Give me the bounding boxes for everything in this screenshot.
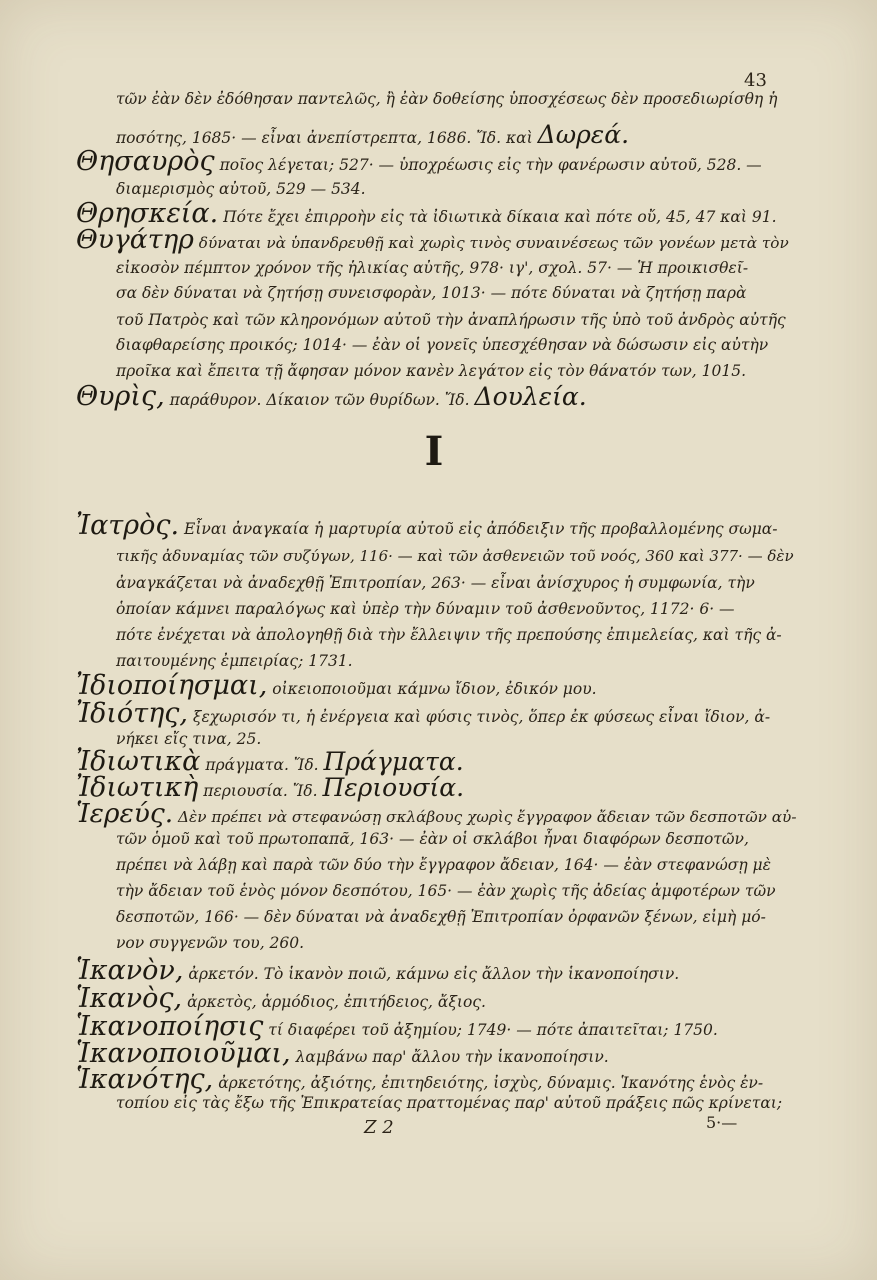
entry-line: Ἰδιότης, ξεχωρισόν τι, ἡ ἐνέργεια καὶ φύσις τινὸς, ὅπερ ἐκ φύσεως εἶναι ἴδιον, ἀ- <box>76 698 771 729</box>
entry-line: Θησαυρὸς ποῖος λέγεται; 527· — ὑποχρέωσις εἰς τὴν φανέρωσιν αὐτοῦ, 528. — <box>76 146 762 177</box>
entry-headword: Ἰδιωτικὰ <box>76 746 201 777</box>
entry-headword: Ἰατρὸς. <box>76 510 180 541</box>
entry-line: Ἱκανοποιοῦμαι, λαμβάνω παρ' ἄλλου τὴν ἱκανοποίησιν. <box>76 1038 609 1069</box>
entry-line: Ἰατρὸς. Εἶναι ἀναγκαία ἡ μαρτυρία αὐτοῦ εἰς ἀπόδειξιν τῆς προβαλλομένης σωμα- <box>76 510 778 541</box>
text-line: ἀναγκάζεται νὰ ἀναδεχθῇ Ἐπιτροπίαν, 263· — εἶναι ἀνίσχυρος ἡ συμφωνία, τὴν <box>116 574 755 592</box>
entry-headword: Θρησκεία. <box>76 198 219 229</box>
text-line: παιτουμένης ἐμπειρίας; 1731. <box>116 652 353 670</box>
entry-line: Ἰδιωτικὴ περιουσία. Ἴδ. Περιουσία. <box>76 772 465 803</box>
catchword: 5·— <box>706 1113 738 1132</box>
text-line: διαμερισμὸς αὐτοῦ, 529 — 534. <box>116 180 366 198</box>
text-line: τῶν ἐὰν δὲν ἐδόθησαν παντελῶς, ἢ ἐὰν δοθείσης ὑποσχέσεως δὲν προσεδιωρίσθη ἡ <box>116 90 778 108</box>
entry-headword: Ἰδιότης, <box>76 698 188 729</box>
entry-line: Ἱκανότης, ἀρκετότης, ἀξιότης, ἐπιτηδειότης, ἰσχὺς, δύναμις. Ἱκανότης ἑνὸς ἐν- <box>76 1064 764 1095</box>
text-line: τοῦ Πατρὸς καὶ τῶν κληρονόμων αὐτοῦ τὴν ἀναπλήρωσιν τῆς ὑπὸ τοῦ ἀνδρὸς αὐτῆς <box>116 311 786 329</box>
text-line: τικῆς ἀδυναμίας τῶν συζύγων, 116· — καὶ τῶν ἀσθενειῶν τοῦ νοός, 360 καὶ 377· — δὲν <box>116 547 794 565</box>
text-line: σα δὲν δύναται νὰ ζητήσῃ συνεισφορὰν, 1013· — πότε δύναται νὰ ζητήσῃ παρὰ <box>116 284 747 302</box>
text-line: ὁποίαν κάμνει παραλόγως καὶ ὑπὲρ τὴν δύναμιν τοῦ ἀσθενοῦντος, 1172· 6· — <box>116 600 735 618</box>
text-line: τὴν ἄδειαν τοῦ ἑνὸς μόνον δεσπότου, 165· — ἐὰν χωρὶς τῆς ἀδείας ἀμφοτέρων τῶν <box>116 882 776 900</box>
entry-headword: Ἱκανοποιοῦμαι, <box>76 1038 291 1069</box>
entry-headword: Θυγάτηρ <box>76 224 194 255</box>
entry-line: Ἱερεύς. Δὲν πρέπει νὰ στεφανώσῃ σκλάβους χωρὶς ἔγγραφον ἄδειαν τῶν δεσποτῶν αὐ- <box>76 798 797 829</box>
entry-line: Θυρὶς, παράθυρον. Δίκαιον τῶν θυρίδων. Ἴδ. Δουλεία. <box>76 381 587 412</box>
text-line: εἰκοσὸν πέμπτον χρόνον τῆς ἡλικίας αὐτῆς, 978· ιγ', σχολ. 57· — Ἡ προικισθεῖ- <box>116 259 749 277</box>
entry-headword: Θησαυρὸς <box>76 146 215 177</box>
signature-mark: Z 2 <box>364 1117 394 1138</box>
entry-headword: Θυρὶς, <box>76 381 165 412</box>
entry-headword: Ἱκανὸν, <box>76 955 184 986</box>
entry-line: Ἰδιωτικὰ πράγματα. Ἴδ. Πράγματα. <box>76 746 464 777</box>
text-line: νήκει εἴς τινα, 25. <box>116 730 262 748</box>
entry-headword: Ἰδιωτικὴ <box>76 772 199 803</box>
entry-headword: Ἱκανότης, <box>76 1064 214 1095</box>
text-line: πρέπει νὰ λάβῃ καὶ παρὰ τῶν δύο τὴν ἔγγραφον ἄδειαν, 164· — ἐὰν στεφανώσῃ μὲ <box>116 856 771 874</box>
entry-headword: Ἱκανοποίησις <box>76 1011 264 1042</box>
page-number: 43 <box>744 70 767 91</box>
entry-headword: Ἱερεύς. <box>76 798 174 829</box>
entry-headword: Ἱκανὸς, <box>76 983 183 1014</box>
text-line: ποσότης, 1685· — εἶναι ἀνεπίστρεπτα, 1686. Ἴδ. καὶ Δωρεά. <box>116 120 630 149</box>
entry-headword: Ἰδιοποίησμαι, <box>76 670 268 701</box>
text-line: δεσποτῶν, 166· — δὲν δύναται νὰ ἀναδεχθῇ Ἐπιτροπίαν ὀρφανῶν ξένων, εἰμὴ μό- <box>116 908 766 926</box>
entry-line: Θυγάτηρ δύναται νὰ ὑπανδρευθῇ καὶ χωρὶς τινὸς συναινέσεως τῶν γονέων μετὰ τὸν <box>76 224 789 255</box>
section-letter: I <box>424 428 444 475</box>
entry-line: Ἱκανὸν, ἀρκετόν. Τὸ ἱκανὸν ποιῶ, κάμνω εἰς ἄλλον τὴν ἱκανοποίησιν. <box>76 955 680 986</box>
text-line: τῶν ὁμοῦ καὶ τοῦ πρωτοπαπᾶ, 163· — ἐὰν οἱ σκλάβοι ἦναι διαφόρων δεσποτῶν, <box>116 830 749 848</box>
text-line: πότε ἐνέχεται νὰ ἀπολογηθῇ διὰ τὴν ἔλλειψιν τῆς πρεπούσης ἐπιμελείας, καὶ τῆς ἀ- <box>116 626 782 644</box>
text-line: νον συγγενῶν του, 260. <box>116 934 305 952</box>
text-line: προῖκα καὶ ἔπειτα τῇ ἄφησαν μόνον κανὲν λεγάτον εἰς τὸν θάνατόν των, 1015. <box>116 362 746 380</box>
entry-line: Ἱκανὸς, ἀρκετὸς, ἁρμόδιος, ἐπιτήδειος, ἄξιος. <box>76 983 486 1014</box>
entry-line: Θρησκεία. Πότε ἔχει ἐπιρροὴν εἰς τὰ ἰδιωτικὰ δίκαια καὶ πότε οὔ, 45, 47 καὶ 91. <box>76 198 777 229</box>
entry-line: Ἰδιοποίησμαι, οἰκειοποιοῦμαι κάμνω ἴδιον, ἐδικόν μου. <box>76 670 597 701</box>
text-line: διαφθαρείσης προικός; 1014· — ἐὰν οἱ γονεῖς ὑπεσχέθησαν νὰ δώσωσιν εἰς αὐτὴν <box>116 336 769 354</box>
text-line: τοπίου εἰς τὰς ἔξω τῆς Ἐπικρατείας πραττομένας παρ' αὐτοῦ πράξεις πῶς κρίνεται; <box>116 1094 783 1112</box>
entry-line: Ἱκανοποίησις τί διαφέρει τοῦ ἀξημίου; 1749· — πότε ἀπαιτεῖται; 1750. <box>76 1011 718 1042</box>
